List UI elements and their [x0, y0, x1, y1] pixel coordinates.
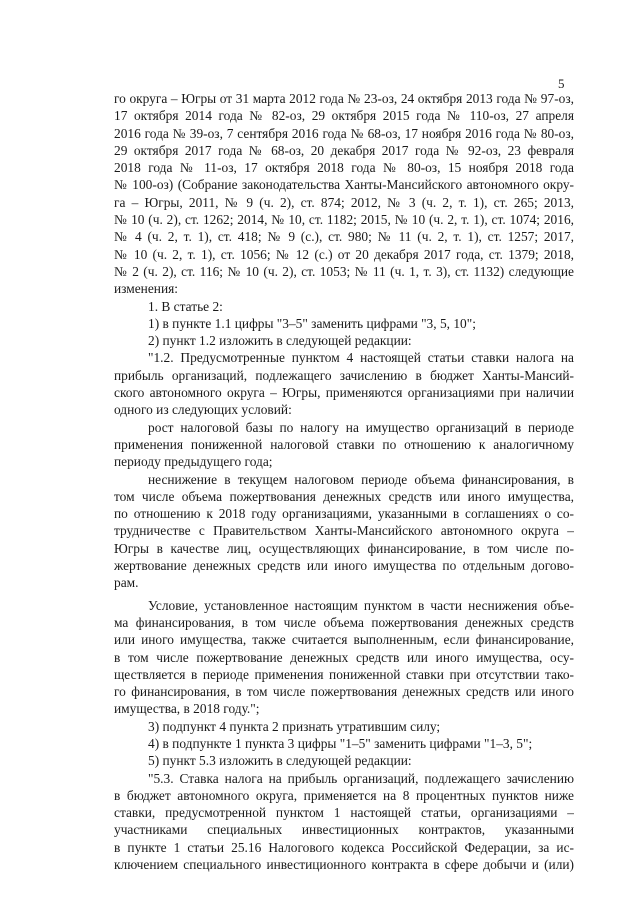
text-line: 2018 года № 11-оз, 17 октября 2018 года № 80-оз, 15 ноября 2018 года: [114, 160, 574, 176]
text-line: 2016 года № 39-оз, 7 сентября 2016 года № 68-оз, 17 ноября 2016 года № 80-оз,: [114, 125, 574, 141]
text-line: 5) пункт 5.3 изложить в следующей редакции:: [148, 753, 412, 769]
text-line: в бюджет автономного округа, применяется на 8 процентных пунктов ниже: [114, 787, 574, 803]
text-line: Югры в качестве лиц, осуществляющих финансирование, в том числе по-: [114, 540, 574, 556]
text-line: том числе объема пожертвования денежных средств или иного имущества,: [114, 488, 574, 504]
text-line: или иного имущества, также считается выполненным, если финансирование,: [114, 632, 574, 648]
text-line: имущества, в 2018 году.";: [114, 701, 260, 717]
text-line: ключением специального инвестиционного контракта в сфере добычи и (или): [114, 857, 574, 873]
text-line: изменения:: [114, 281, 179, 297]
text-line: в пункте 1 статьи 25.16 Налогового кодекса Российской Федерации, за ис-: [114, 839, 574, 855]
text-line: 2) пункт 1.2 изложить в следующей редакции:: [148, 333, 412, 349]
text-line: неснижение в текущем налоговом периоде объема финансирования, в: [148, 471, 574, 487]
text-line: 3) подпункт 4 пункта 2 признать утратившим силу;: [148, 718, 441, 734]
text-line: ставки, предусмотренной пунктом 1 настоящей статьи, организациями –: [114, 805, 574, 821]
text-line: 17 октября 2014 года № 82-оз, 29 октября 2015 года № 110-оз, 27 апреля: [114, 108, 574, 124]
text-line: № 100-оз) (Собрание законодательства Ханты-Мансийского автономного окру-: [114, 177, 574, 193]
text-line: го округа – Югры от 31 марта 2012 года № 23-оз, 24 октября 2013 года № 97-оз,: [114, 91, 574, 106]
document-body: [114, 90, 574, 873]
text-line: ского автономного округа – Югры, применяются организациями при наличии: [114, 385, 574, 401]
text-line: 29 октября 2017 года № 68-оз, 20 декабря 2017 года № 92-оз, 23 февраля: [114, 142, 574, 158]
text-line: рам.: [114, 575, 139, 591]
text-line: трудничестве с Правительством Ханты-Мансийского автономного округа –: [114, 523, 574, 539]
text-line: "5.3. Ставка налога на прибыль организаций, подлежащего зачислению: [148, 770, 574, 786]
text-line: № 2 (ч. 2), ст. 116; № 10 (ч. 2), ст. 1053; № 11 (ч. 1, т. 3), ст. 1132) следующие: [114, 263, 574, 279]
text-line: № 10 (ч. 2, т. 1), ст. 1056; № 12 (с.) от 20 декабря 2017 года, ст. 1379; 2018,: [114, 246, 574, 262]
text-line: № 10 (ч. 2), ст. 1262; 2014, № 10, ст. 1182; 2015, № 10 (ч. 2, т. 1), ст. 1074; 2016,: [114, 212, 574, 228]
text-line: 1. В статье 2:: [148, 298, 223, 314]
text-line: 4) в подпункте 1 пункта 3 цифры "1–5" заменить цифрами "1–3, 5";: [148, 735, 533, 751]
text-line: жертвование денежных средств или иного имущества по отдельным догово-: [114, 558, 574, 574]
text-line: применения пониженной налоговой ставки по отношению к аналогичному: [114, 436, 574, 452]
text-line: ма финансирования, в том числе объема пожертвования денежных средств: [114, 614, 574, 630]
text-line: Условие, установленное настоящим пунктом в части неснижения объе-: [148, 597, 574, 613]
text-line: в том числе пожертвование денежных средств или иного имущества, осу-: [114, 649, 574, 665]
text-line: по отношению к 2018 году организациями, указанными в соглашениях о со-: [114, 506, 574, 522]
text-line: прибыль организаций, подлежащего зачислению в бюджет Ханты-Мансий-: [114, 367, 574, 383]
text-line: рост налоговой базы по налогу на имущество организаций в периоде: [148, 419, 574, 435]
text-line: 1) в пункте 1.1 цифры "3–5" заменить цифрами "3, 5, 10";: [148, 315, 476, 331]
text-line: № 4 (ч. 2, т. 1), ст. 418; № 9 (с.), ст. 980; № 11 (ч. 2, т. 1), ст. 1257; 2017,: [114, 229, 574, 245]
text-line: го финансирования, в том числе пожертвования денежных средств или иного: [114, 684, 574, 700]
page-number: 5: [558, 76, 565, 91]
text-line: участниками специальных инвестиционных контрактов, указанными: [114, 822, 574, 838]
text-line: периоду предыдущего года;: [114, 454, 273, 470]
text-line: ществляется в периоде применения пониженной ставки при отсутствии тако-: [114, 666, 574, 682]
text-line: одного из следующих условий:: [114, 402, 292, 418]
text-line: "1.2. Предусмотренные пунктом 4 настоящей статьи ставки налога на: [148, 350, 574, 366]
text-line: га – Югры, 2011, № 9 (ч. 2), ст. 874; 2012, № 3 (ч. 2, т. 1), ст. 265; 2013,: [114, 194, 574, 210]
